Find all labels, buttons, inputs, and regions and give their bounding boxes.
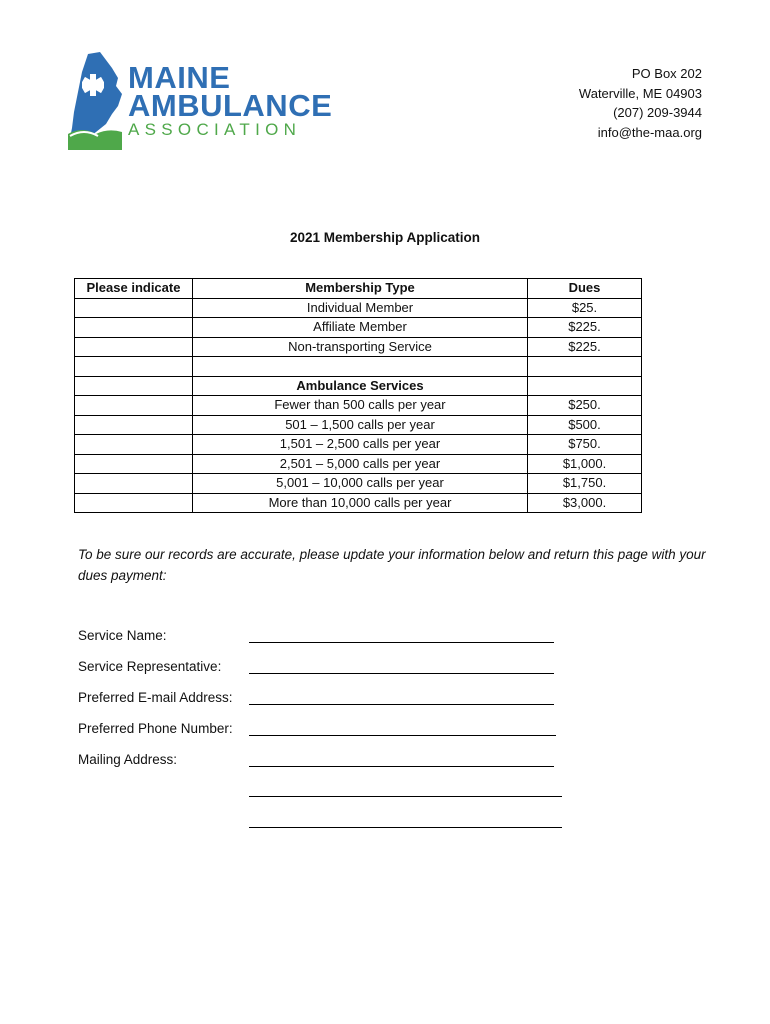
table-row bbox=[75, 493, 642, 513]
indicate-cell[interactable] bbox=[75, 454, 193, 474]
service-representative-label: Service Representative: bbox=[78, 659, 222, 674]
dues-cell: $500. bbox=[528, 415, 642, 435]
membership-type-cell bbox=[193, 357, 528, 377]
dues-cell: $1,000. bbox=[528, 454, 642, 474]
dues-cell: $3,000. bbox=[528, 493, 642, 513]
instructions-note: To be sure our records are accurate, please update your information below and return this page with your dues payment: bbox=[78, 547, 706, 583]
table-row bbox=[75, 415, 642, 435]
address-email: info@the-maa.org bbox=[597, 124, 702, 140]
dues-cell: $225. bbox=[528, 318, 642, 338]
dues-cell: $1,750. bbox=[528, 474, 642, 494]
membership-type-cell: 501 – 1,500 calls per year bbox=[193, 415, 528, 435]
table-row bbox=[75, 298, 642, 318]
service-name-label: Service Name: bbox=[78, 628, 167, 643]
table-row bbox=[75, 454, 642, 474]
table-row bbox=[75, 318, 642, 338]
maine-state-icon bbox=[66, 52, 126, 150]
indicate-cell[interactable] bbox=[75, 337, 193, 357]
table-row bbox=[75, 396, 642, 416]
logo-text-association: ASSOCIATION bbox=[128, 120, 302, 139]
dues-cell: $750. bbox=[528, 435, 642, 455]
phone-field[interactable] bbox=[249, 735, 556, 736]
membership-type-cell: More than 10,000 calls per year bbox=[193, 493, 528, 513]
dues-cell: $25. bbox=[528, 298, 642, 318]
page-title: 2021 Membership Application bbox=[289, 230, 481, 245]
mailing-address-field-3[interactable] bbox=[249, 827, 562, 828]
membership-type-cell: Fewer than 500 calls per year bbox=[193, 396, 528, 416]
maa-logo bbox=[66, 52, 356, 150]
table-row bbox=[75, 474, 642, 494]
header-please-indicate: Please indicate bbox=[75, 279, 193, 299]
membership-type-cell: Individual Member bbox=[193, 298, 528, 318]
logo-text-ambulance: AMBULANCE bbox=[128, 88, 333, 123]
email-label: Preferred E-mail Address: bbox=[78, 690, 233, 705]
header-dues: Dues bbox=[528, 279, 642, 299]
table-row bbox=[75, 435, 642, 455]
indicate-cell[interactable] bbox=[75, 493, 193, 513]
dues-cell: $225. bbox=[528, 337, 642, 357]
dues-cell bbox=[528, 357, 642, 377]
membership-dues-table bbox=[74, 278, 642, 513]
mailing-address-field-1[interactable] bbox=[249, 766, 554, 767]
address-city: Waterville, ME 04903 bbox=[578, 85, 702, 101]
indicate-cell[interactable] bbox=[75, 396, 193, 416]
membership-type-cell: 2,501 – 5,000 calls per year bbox=[193, 454, 528, 474]
indicate-cell bbox=[75, 376, 193, 396]
dues-cell bbox=[528, 376, 642, 396]
table-row bbox=[75, 337, 642, 357]
email-field[interactable] bbox=[249, 704, 554, 705]
indicate-cell[interactable] bbox=[75, 435, 193, 455]
table-row bbox=[75, 376, 642, 396]
header-membership-type: Membership Type bbox=[193, 279, 528, 299]
mailing-address-field-2[interactable] bbox=[249, 796, 562, 797]
membership-type-cell: 5,001 – 10,000 calls per year bbox=[193, 474, 528, 494]
indicate-cell[interactable] bbox=[75, 415, 193, 435]
logo-text-maine: MAINE bbox=[128, 60, 231, 95]
mailing-address-label: Mailing Address: bbox=[78, 752, 178, 767]
indicate-cell[interactable] bbox=[75, 474, 193, 494]
table-row bbox=[75, 357, 642, 377]
address-po-box: PO Box 202 bbox=[631, 66, 702, 81]
indicate-cell[interactable] bbox=[75, 298, 193, 318]
indicate-cell bbox=[75, 357, 193, 377]
service-name-field[interactable] bbox=[249, 642, 554, 643]
ambulance-services-heading: Ambulance Services bbox=[193, 376, 528, 396]
address-phone: (207) 209-3944 bbox=[613, 105, 702, 120]
membership-type-cell: Non-transporting Service bbox=[193, 337, 528, 357]
contact-address bbox=[579, 64, 702, 142]
membership-type-cell: Affiliate Member bbox=[193, 318, 528, 338]
indicate-cell[interactable] bbox=[75, 318, 193, 338]
service-representative-field[interactable] bbox=[249, 673, 554, 674]
phone-label: Preferred Phone Number: bbox=[78, 721, 233, 736]
membership-type-cell: 1,501 – 2,500 calls per year bbox=[193, 435, 528, 455]
table-header-row bbox=[75, 279, 642, 299]
dues-cell: $250. bbox=[528, 396, 642, 416]
